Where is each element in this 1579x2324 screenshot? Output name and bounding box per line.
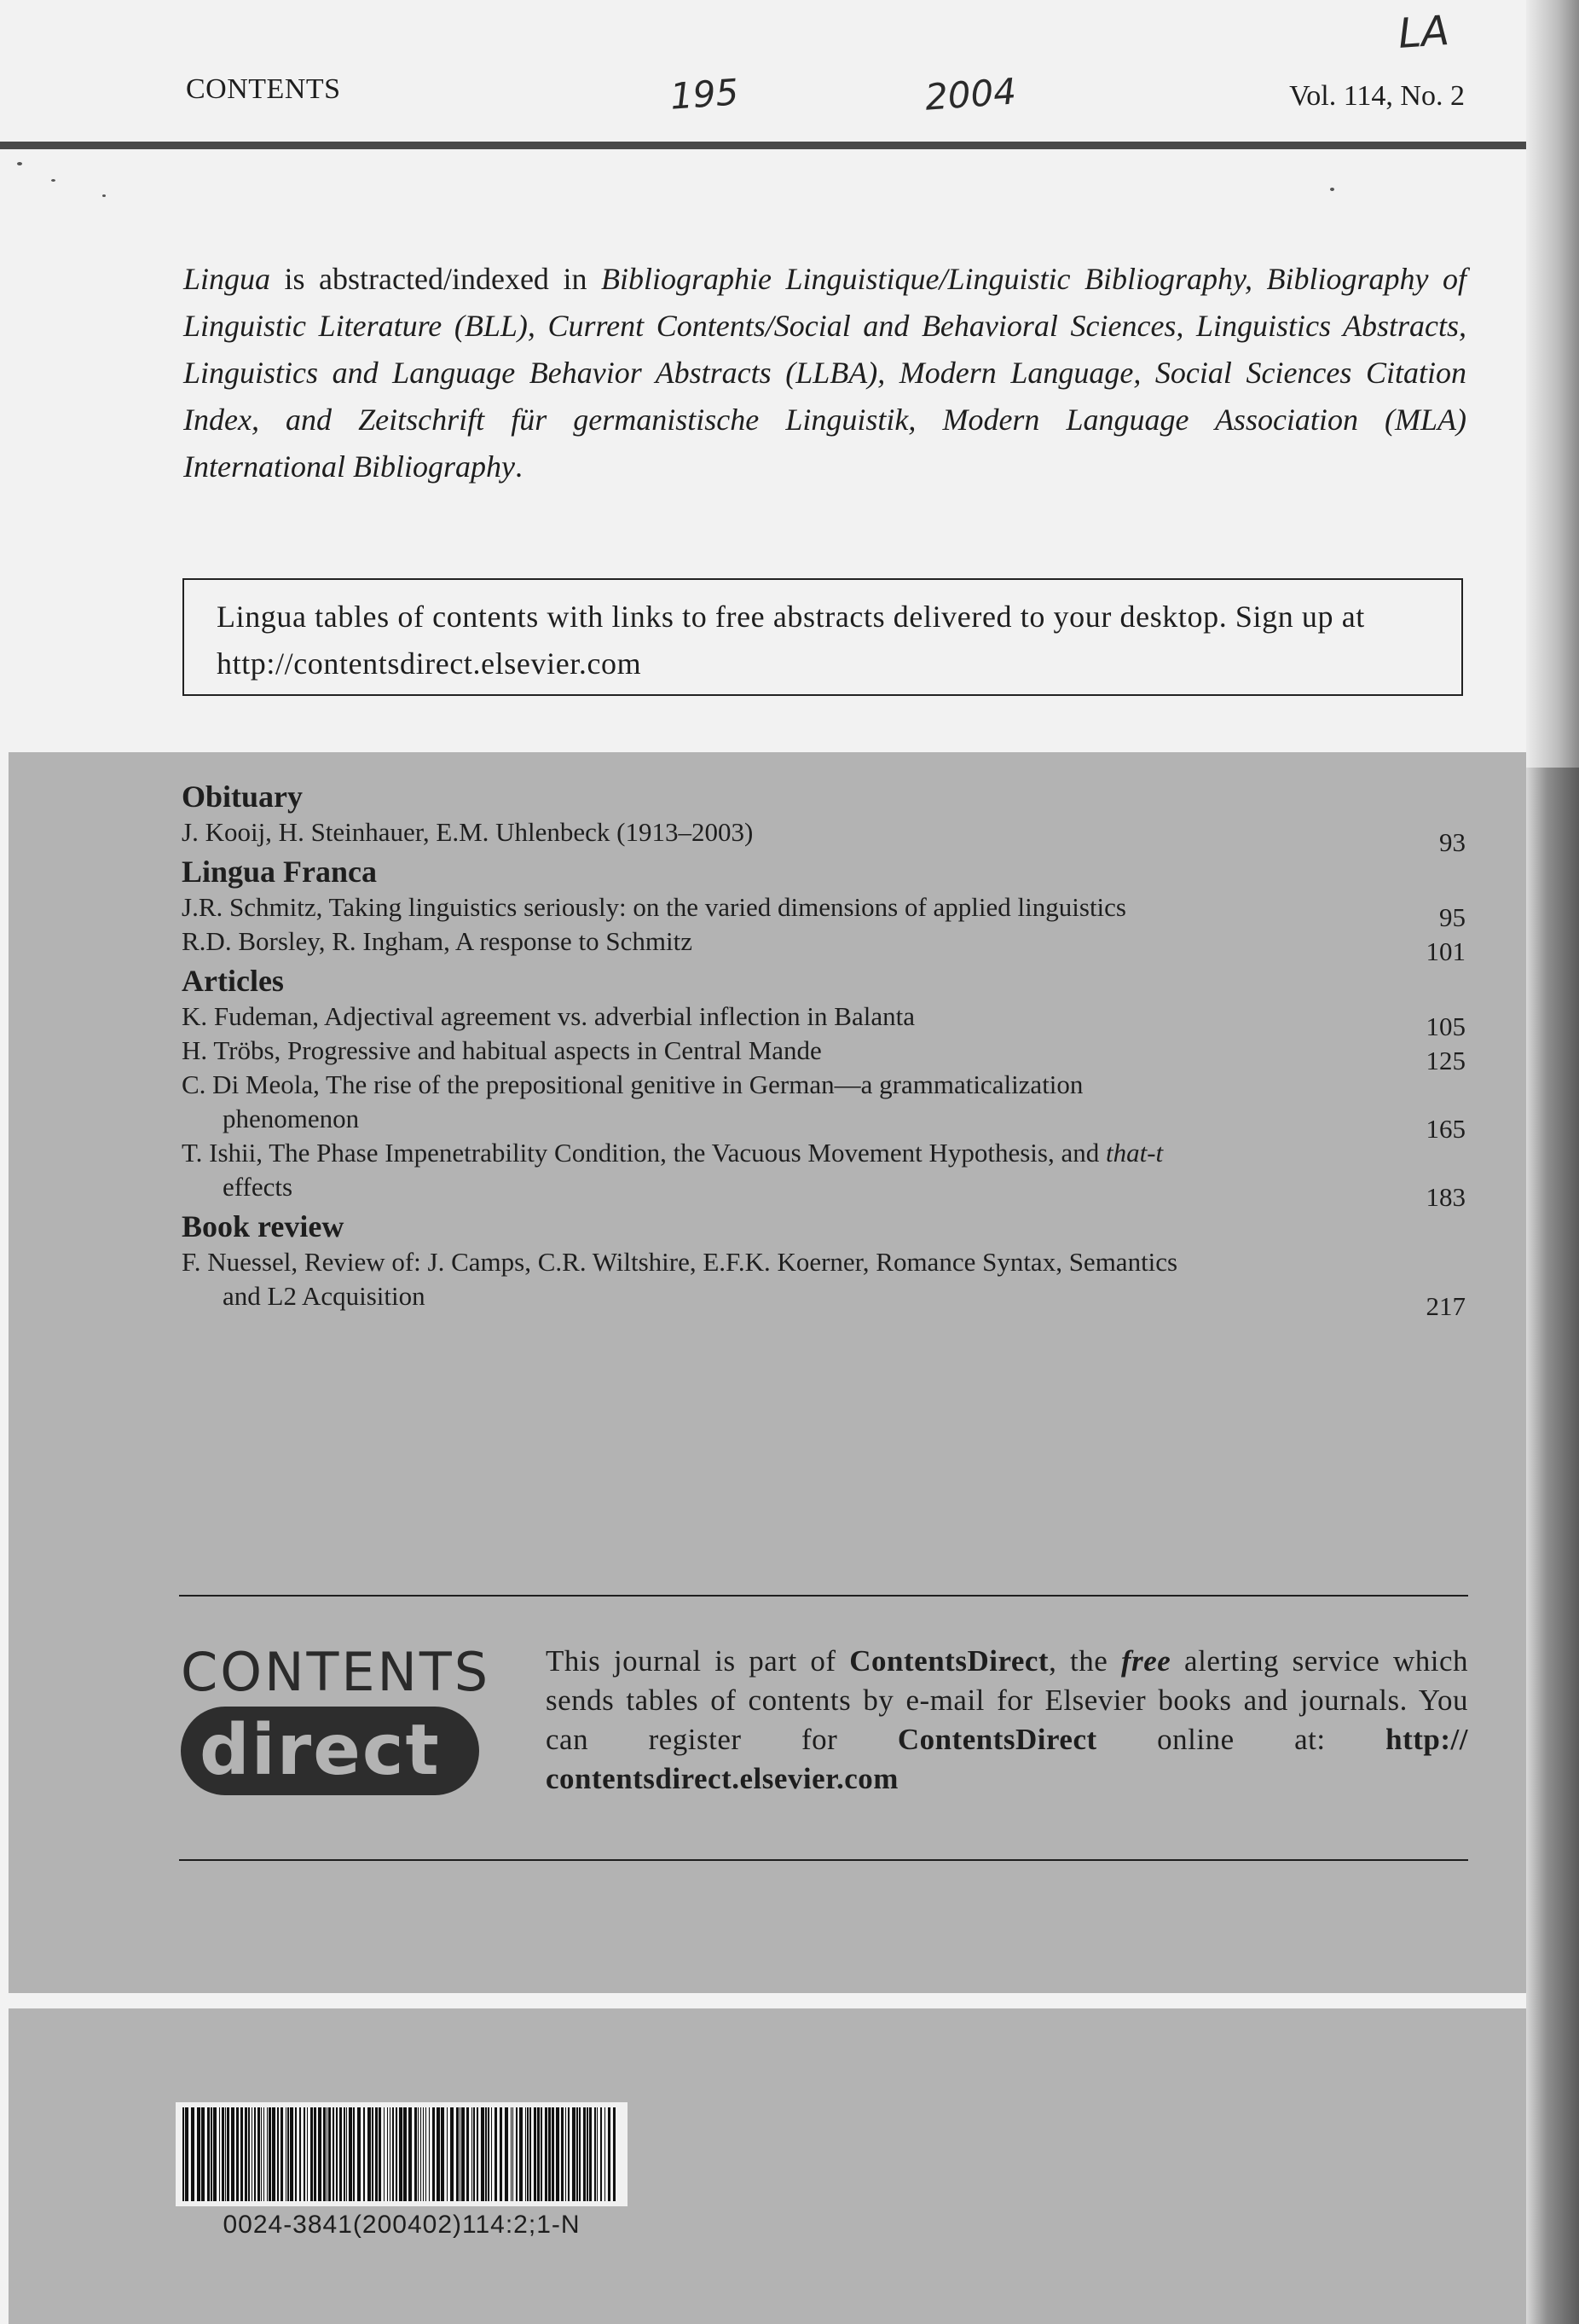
page-edge-top	[1526, 0, 1579, 768]
entry-page: 165	[1426, 1114, 1466, 1144]
divider-bottom	[179, 1859, 1468, 1861]
barcode-bar	[579, 2107, 581, 2201]
barcode-bar	[307, 2107, 308, 2201]
barcode-bar	[556, 2107, 559, 2201]
barcode-bar	[263, 2107, 264, 2201]
barcode-bar	[310, 2107, 313, 2201]
barcode-bar	[299, 2107, 301, 2201]
entry-title-cont: and L2 Acquisition	[223, 1281, 425, 1311]
barcode-bar	[466, 2107, 469, 2201]
barcode-bar	[437, 2107, 440, 2201]
barcode-bar	[516, 2107, 518, 2201]
barcode-bar	[441, 2107, 444, 2201]
entry-page: 101	[1426, 936, 1466, 966]
barcode-bar	[357, 2107, 361, 2201]
barcode-bar	[344, 2107, 345, 2201]
barcode-bar	[423, 2107, 424, 2201]
toc-section	[182, 962, 1467, 1212]
section-heading: Book review	[182, 1209, 344, 1243]
barcode-bar	[545, 2107, 547, 2201]
barcode-bar	[328, 2107, 331, 2201]
barcode-bar	[408, 2107, 412, 2201]
entry-title: J.R. Schmitz, Taking linguistics seriously: on the varied dimensions of applied linguistics	[182, 892, 1126, 922]
barcode-bar	[561, 2107, 564, 2201]
barcode-bar	[396, 2107, 397, 2201]
barcode-bar	[613, 2107, 616, 2201]
barcode-bar	[333, 2107, 334, 2201]
barcode-bar	[211, 2107, 212, 2201]
abstract-end: .	[514, 449, 523, 484]
entry-page: 217	[1426, 1291, 1466, 1321]
barcode-bar	[346, 2107, 347, 2201]
barcode-bar	[488, 2107, 489, 2201]
barcode-bar	[384, 2107, 385, 2201]
paper-speck	[17, 162, 22, 165]
barcode-bar	[583, 2107, 586, 2201]
journal-name: Lingua	[183, 262, 271, 296]
barcode-bar	[225, 2107, 226, 2201]
paper-speck	[1330, 188, 1334, 191]
toc-entry[interactable]	[182, 815, 1467, 857]
barcode-bar	[576, 2107, 578, 2201]
barcode-bar	[594, 2107, 596, 2201]
logo-word-contents: CONTENTS	[181, 1641, 491, 1703]
barcode-bar	[477, 2107, 478, 2201]
barcode-bar	[420, 2107, 421, 2201]
barcode-bar	[267, 2107, 268, 2201]
barcode-bar	[197, 2107, 200, 2201]
barcode-bar	[287, 2107, 289, 2201]
handwritten-note-2: 2004	[923, 70, 1018, 119]
entry-title: T. Ishii, The Phase Impenetrability Condition, the Vacuous Movement Hypothesis, and	[182, 1138, 1106, 1168]
barcode-bar	[318, 2107, 321, 2201]
barcode-bar	[548, 2107, 551, 2201]
entry-page: 105	[1426, 1011, 1466, 1041]
barcode-bar	[201, 2107, 205, 2201]
entry-title: H. Tröbs, Progressive and habitual aspects in Central Mande	[182, 1035, 822, 1065]
toc-entry[interactable]	[182, 1136, 1467, 1212]
barcode-bar	[589, 2107, 592, 2201]
header	[186, 68, 1465, 111]
barcode-bar	[336, 2107, 338, 2201]
cd-brand-2: ContentsDirect	[897, 1723, 1097, 1756]
cd-url-link[interactable]: http:// contentsdirect.elsevier.com	[546, 1723, 1468, 1795]
barcode-bar	[375, 2107, 378, 2201]
barcode-bar	[240, 2107, 243, 2201]
paper-speck	[102, 194, 106, 197]
barcode-bar	[281, 2107, 283, 2201]
barcode-bar	[608, 2107, 610, 2201]
barcode-bar	[432, 2107, 435, 2201]
barcode-bar	[414, 2107, 417, 2201]
barcode-bar	[604, 2107, 605, 2201]
barcode-bar	[485, 2107, 487, 2201]
barcode-bar	[227, 2107, 229, 2201]
section-heading: Lingua Franca	[182, 855, 378, 889]
index-list: Bibliographie Linguistique/Linguistic Bibliography, Bibliography of Linguistic Literature (BLL), Current Contents/Social and Behavioral Sciences, Linguistics Abstracts, Linguistics and Language Behavior Abstracts (LLBA), Modern Language, Social Sciences Citation Index, and Zeitschrift für germanistische Linguistik, Modern Language Association (MLA) International Bibliography	[183, 262, 1466, 484]
section-heading: Articles	[182, 964, 284, 998]
cd-brand-1: ContentsDirect	[849, 1644, 1050, 1678]
barcode-bar	[565, 2107, 566, 2201]
barcode-bar	[314, 2107, 316, 2201]
barcode-bar	[245, 2107, 247, 2201]
barcode-bar	[471, 2107, 472, 2201]
barcode-bar	[213, 2107, 217, 2201]
barcode-bar	[600, 2107, 602, 2201]
barcode-bar	[527, 2107, 529, 2201]
entry-page: 95	[1439, 902, 1466, 932]
entry-page: 125	[1426, 1046, 1466, 1075]
entry-title: F. Nuessel, Review of: J. Camps, C.R. Wiltshire, E.F.K. Koerner, Romance Syntax, Semantics	[182, 1247, 1178, 1277]
barcode-bar	[277, 2107, 279, 2201]
toc-section	[182, 778, 1467, 857]
barcode-bar	[429, 2107, 430, 2201]
barcode-bar	[191, 2107, 194, 2201]
header-rule	[0, 142, 1526, 149]
barcode-bar	[473, 2107, 475, 2201]
entry-title-cont: phenomenon	[223, 1104, 360, 1133]
barcode-bar	[511, 2107, 512, 2201]
barcode-bar	[323, 2107, 326, 2201]
barcode-bar	[207, 2107, 210, 2201]
entry-title-cont: effects	[223, 1172, 293, 1202]
toc-entry[interactable]	[182, 1068, 1467, 1144]
entry-title: R.D. Borsley, R. Ingham, A response to Schmitz	[182, 926, 693, 956]
barcode-bar	[537, 2107, 540, 2201]
barcode-bar	[399, 2107, 402, 2201]
divider-top	[179, 1595, 1468, 1597]
barcode-bar	[495, 2107, 497, 2201]
handwritten-note-1: 195	[668, 71, 740, 118]
barcode-bar	[500, 2107, 502, 2201]
barcode-bar	[461, 2107, 465, 2201]
entry-page: 93	[1439, 827, 1466, 857]
barcode-bar	[519, 2107, 523, 2201]
barcode-bar	[363, 2107, 365, 2201]
abstracting-notice	[183, 256, 1466, 490]
barcode-bar	[295, 2107, 297, 2201]
barcode-bar	[353, 2107, 355, 2201]
barcode-bar	[403, 2107, 407, 2201]
barcode-bar	[491, 2107, 492, 2201]
barcode-bar	[525, 2107, 526, 2201]
abstract-text: is abstracted/indexed in	[270, 262, 601, 296]
barcode-number: 0024-3841(200402)114:2;1-N	[223, 2211, 581, 2239]
barcode-bar	[541, 2107, 542, 2201]
paper-speck	[51, 179, 55, 182]
cd-text-3: alerting service which sends tables of contents by e-mail for Elsevier books and journals. You can register for	[546, 1644, 1468, 1756]
barcode-bar	[269, 2107, 271, 2201]
toc-section	[182, 1208, 1467, 1321]
barcode-bar	[185, 2107, 188, 2201]
entry-title-italic: that-t	[1106, 1138, 1164, 1168]
barcode-bar	[231, 2107, 234, 2201]
barcode-bar	[450, 2107, 454, 2201]
barcode-bars	[181, 2107, 622, 2206]
barcode-bar	[349, 2107, 352, 2201]
barcode-bar	[261, 2107, 262, 2201]
toc-entry[interactable]	[182, 924, 1467, 966]
barcode-bar	[425, 2107, 426, 2201]
signup-box	[182, 578, 1463, 696]
contents-heading: CONTENTS	[186, 73, 341, 105]
volume-label: Vol. 114, No. 2	[1289, 80, 1465, 112]
handwritten-note-3: LA	[1397, 6, 1451, 59]
barcode-bar	[552, 2107, 554, 2201]
barcode-bar	[367, 2107, 371, 2201]
barcode-bar	[304, 2107, 305, 2201]
toc-entry[interactable]	[182, 1245, 1467, 1321]
barcode-bar	[236, 2107, 239, 2201]
entry-title: K. Fudeman, Adjectival agreement vs. adverbial inflection in Balanta	[182, 1001, 915, 1031]
barcode-bar	[392, 2107, 394, 2201]
barcode	[176, 2102, 628, 2206]
entry-title: J. Kooij, H. Steinhauer, E.M. Uhlenbeck (1913–2003)	[182, 817, 754, 847]
contentsdirect-text	[546, 1642, 1468, 1799]
barcode-bar	[372, 2107, 373, 2201]
cd-free: free	[1121, 1644, 1171, 1678]
barcode-bar	[248, 2107, 250, 2201]
barcode-bar	[505, 2107, 508, 2201]
barcode-bar	[257, 2107, 260, 2201]
contentsdirect-logo	[181, 1641, 491, 1804]
cd-text-1: This journal is part of	[546, 1644, 850, 1678]
section-heading: Obituary	[182, 779, 304, 814]
barcode-bar	[219, 2107, 220, 2201]
barcode-bar	[512, 2107, 513, 2201]
barcode-bar	[534, 2107, 536, 2201]
barcode-bar	[387, 2107, 388, 2201]
barcode-bar	[529, 2107, 531, 2201]
barcode-bar	[379, 2107, 381, 2201]
barcode-bar	[447, 2107, 448, 2201]
table-of-contents	[182, 778, 1467, 1321]
signup-text: Lingua tables of contents with links to free abstracts delivered to your desktop. Sign up at http://contentsdirect.elsevier.com	[217, 600, 1365, 681]
barcode-bar	[418, 2107, 419, 2201]
barcode-bar	[272, 2107, 275, 2201]
entry-page: 183	[1426, 1182, 1466, 1212]
cd-text-4: online at:	[1096, 1723, 1386, 1756]
barcode-bar	[254, 2107, 256, 2201]
barcode-bar	[290, 2107, 293, 2201]
barcode-bar	[456, 2107, 459, 2201]
toc-entry[interactable]	[182, 1000, 1467, 1041]
barcode-bar	[182, 2107, 184, 2201]
logo-word-direct: direct	[181, 1707, 479, 1795]
barcode-bar	[568, 2107, 570, 2201]
entry-title: C. Di Meola, The rise of the prepositional genitive in German—a grammaticalization	[182, 1069, 1084, 1099]
barcode-bar	[222, 2107, 224, 2201]
toc-entry[interactable]	[182, 1034, 1467, 1075]
barcode-bar	[597, 2107, 598, 2201]
barcode-bar	[481, 2107, 484, 2201]
cd-text-2: , the	[1049, 1644, 1121, 1678]
barcode-bar	[572, 2107, 575, 2201]
barcode-bar	[339, 2107, 342, 2201]
toc-entry[interactable]	[182, 890, 1467, 932]
toc-section	[182, 853, 1467, 966]
barcode-bar	[587, 2107, 588, 2201]
